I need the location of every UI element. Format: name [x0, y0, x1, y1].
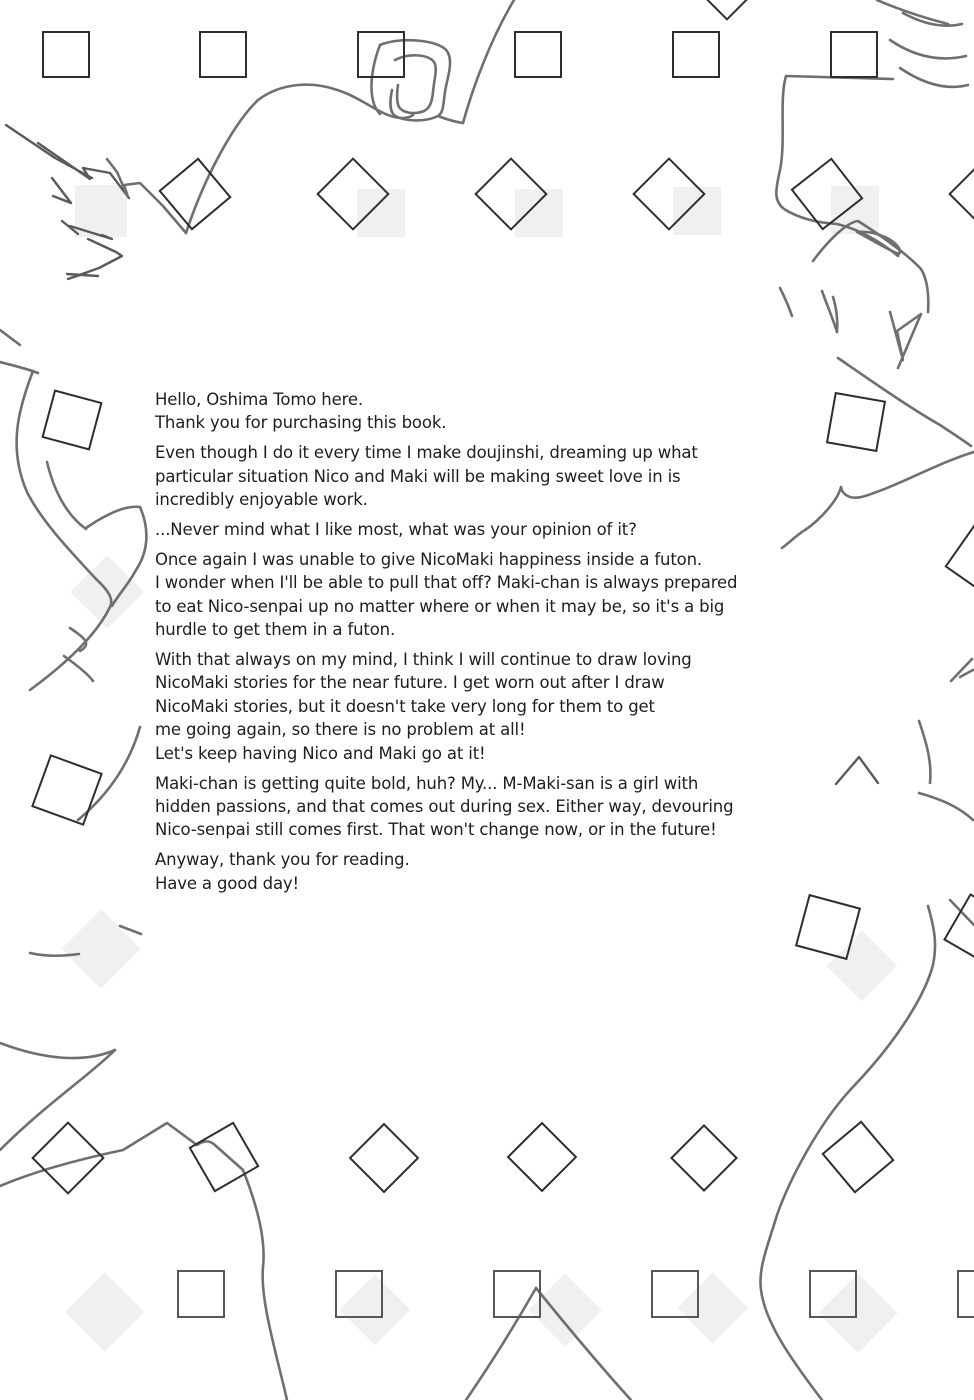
- afterword-paragraph: Hello, Oshima Tomo here. Thank you for purchasing this book.: [155, 390, 447, 433]
- decor-diamond: [31, 1121, 105, 1195]
- afterword-paragraph: ...Never mind what I like most, what was your opinion of it?: [155, 520, 637, 540]
- decor-diamond: [632, 157, 706, 231]
- decor-diamond: [507, 1122, 578, 1193]
- decor-square: [199, 31, 247, 78]
- decor-diamond: [791, 158, 864, 231]
- decor-diamond: [944, 522, 974, 597]
- afterword-paragraph: Anyway, thank you for reading. Have a good day!: [155, 850, 410, 893]
- decor-diamond: [690, 0, 764, 21]
- decor-diamond: [188, 1121, 259, 1192]
- decor-diamond: [349, 1123, 420, 1194]
- decor-square: [809, 1270, 857, 1318]
- decor-diamond: [943, 893, 974, 967]
- afterword-paragraph: Once again I was unable to give NicoMaki happiness inside a futon. I wonder when I'll be able to pull that off? Maki-chan is always prepared to eat Nico-senpai up no matter where or when it may be, so it's a big hurdle to get them in a futon.: [155, 549, 738, 640]
- decor-diamond: [948, 157, 974, 231]
- decor-diamond: [316, 157, 390, 231]
- decor-square: [493, 1270, 541, 1318]
- decor-square: [957, 1270, 974, 1318]
- decor-diamond: [158, 157, 231, 230]
- decor-square: [177, 1270, 225, 1318]
- decor-square: [335, 1270, 383, 1318]
- afterword-text: [155, 388, 855, 902]
- decor-diamond: [31, 754, 103, 826]
- decor-square: [42, 31, 90, 78]
- decor-square: [830, 31, 878, 78]
- decor-square: [357, 31, 405, 78]
- afterword-paragraph: Even though I do it every time I make doujinshi, dreaming up what particular situation Nico and Maki will be making sweet love in is incredibly enjoyable work.: [155, 443, 698, 510]
- decor-square: [651, 1270, 699, 1318]
- decor-square: [514, 31, 562, 78]
- decor-diamond: [795, 894, 861, 960]
- decor-diamond: [41, 389, 102, 450]
- decor-square: [672, 31, 720, 78]
- decor-diamond: [821, 1120, 894, 1193]
- afterword-paragraph: Maki-chan is getting quite bold, huh? My... M-Maki-san is a girl with hidden passions, and that comes out during sex. Either way, devouring Nico-senpai still comes first. That won't change now, or in the future!: [155, 773, 734, 840]
- decor-diamond: [474, 157, 548, 231]
- afterword-paragraph: With that always on my mind, I think I will continue to draw loving NicoMaki stories for the near future. I get worn out after I draw NicoMaki stories, but it doesn't take very long for them to get me going again, so there is no problem at all! Let's keep having Nico and Maki go at it!: [155, 650, 692, 763]
- decor-diamond: [670, 1124, 738, 1192]
